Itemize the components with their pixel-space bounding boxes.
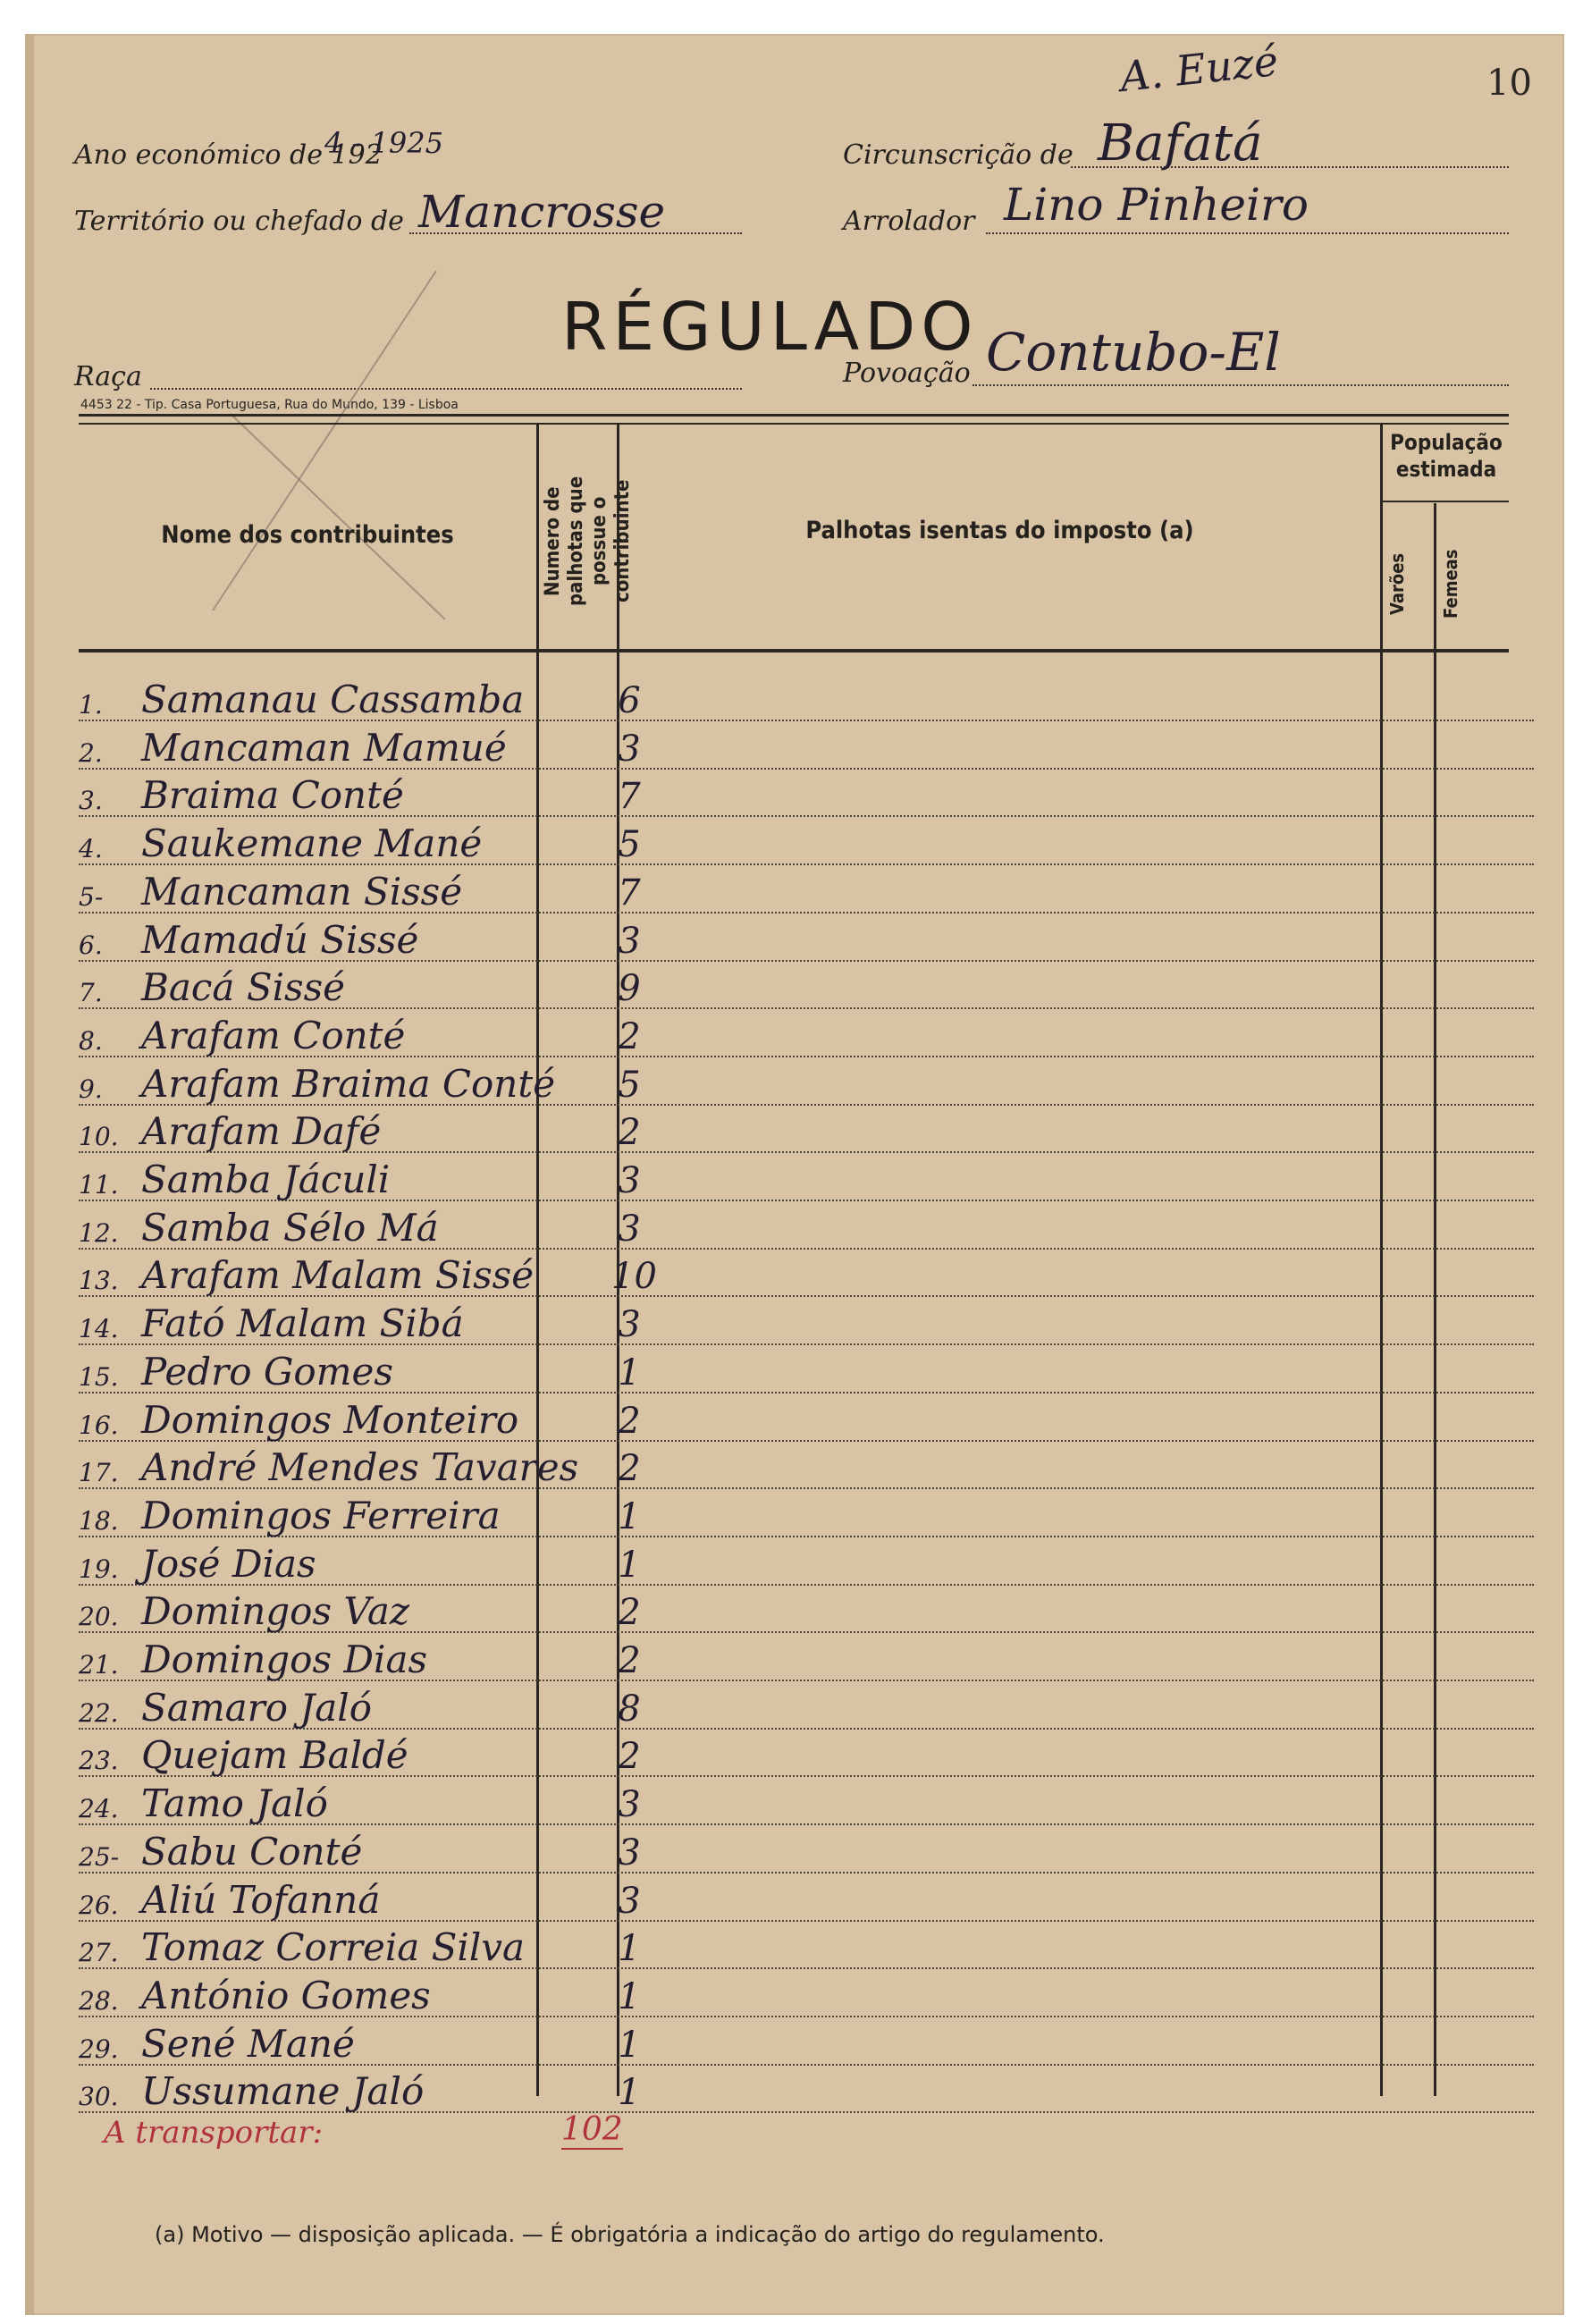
hut-count: 9 [618, 968, 641, 1010]
row-number: 16. [79, 1410, 119, 1440]
table-row [79, 1062, 1534, 1109]
territorio-value: Mancrosse [418, 186, 666, 238]
contributor-name: Domingos Dias [141, 1638, 428, 1681]
row-number: 24. [79, 1794, 119, 1824]
table-row [79, 1445, 1534, 1493]
row-number: 11. [79, 1170, 119, 1200]
hut-count: 5 [618, 824, 641, 866]
row-number: 29. [79, 2034, 119, 2064]
table-row [79, 1301, 1534, 1349]
contributor-name: Braima Conté [141, 773, 404, 818]
hut-count: 2 [618, 1400, 641, 1442]
table-top-rule-2 [79, 423, 1509, 425]
contributor-name: Samba Sélo Má [141, 1205, 439, 1250]
table-row [79, 821, 1534, 869]
hut-count: 3 [618, 920, 641, 962]
row-number: 26. [79, 1890, 119, 1920]
table-row [79, 1878, 1534, 1925]
row-number: 1. [79, 690, 103, 720]
table-row [79, 870, 1534, 917]
row-number: 6. [79, 930, 103, 960]
contributor-name: Arafam Malam Sissé [141, 1253, 535, 1298]
hut-count: 1 [618, 1495, 641, 1537]
row-number: 15. [79, 1361, 119, 1392]
hut-count: 2 [618, 1640, 641, 1681]
contributor-name: Aliú Tofanná [141, 1877, 381, 1922]
page-edge [25, 34, 34, 2315]
hut-count: 2 [618, 1448, 641, 1490]
contributor-name: Bacá Sissé [141, 965, 345, 1010]
arrolador-value: Lino Pinheiro [1004, 179, 1309, 231]
transport-label: A transportar: [104, 2115, 324, 2151]
row-number: 20. [79, 1602, 119, 1632]
row-number: 3. [79, 786, 103, 816]
table-row [79, 1830, 1534, 1877]
header-bottom-rule [79, 649, 1509, 653]
circunscricao-value: Bafatá [1098, 114, 1263, 173]
table-row [79, 1733, 1534, 1781]
table-row [79, 1589, 1534, 1637]
table-top-rule [79, 414, 1509, 417]
hut-count: 3 [618, 1160, 641, 1201]
contributor-name: Mancaman Sissé [141, 869, 463, 914]
row-number: 5- [79, 881, 104, 912]
printer-imprint: 4453 22 - Tip. Casa Portuguesa, Rua do Mundo, 139 - Lisboa [80, 398, 459, 412]
table-row [79, 1109, 1534, 1157]
header-isentas: Palhotas isentas do imposto (a) [805, 517, 1194, 544]
contributor-name: Ussumane Jaló [141, 2069, 425, 2114]
hut-count: 2 [618, 1592, 641, 1634]
hut-count: 2 [618, 1736, 641, 1778]
row-number: 13. [79, 1266, 119, 1296]
table-row [79, 2022, 1534, 2069]
table-row [79, 1398, 1534, 1445]
document-sheet [25, 34, 1564, 2315]
contributor-name: Sabu Conté [141, 1829, 363, 1874]
hut-count: 7 [618, 776, 641, 818]
hut-count: 3 [618, 1208, 641, 1250]
arrolador-line [986, 232, 1509, 234]
page-title: RÉGULADO [561, 289, 979, 366]
header-varoes: Varões [1386, 552, 1408, 615]
hut-count: 1 [618, 1928, 641, 1970]
hut-count: 3 [618, 1304, 641, 1346]
contributor-name: Tamo Jaló [141, 1781, 328, 1826]
circunscricao-label: Circunscrição de [843, 139, 1074, 171]
row-number: 28. [79, 1985, 119, 2016]
contributor-name: Sené Mané [141, 2021, 355, 2066]
signature: A. Euzé [1117, 36, 1281, 102]
contributor-name: Arafam Dafé [141, 1109, 382, 1154]
table-row [79, 1494, 1534, 1541]
contributor-name: Samanau Cassamba [141, 678, 525, 721]
header-nome: Nome dos contribuintes [161, 521, 454, 549]
hut-count: 1 [618, 2024, 641, 2066]
transport-total: 102 [561, 2111, 623, 2148]
hut-count: 1 [618, 1351, 641, 1394]
hut-count: 6 [618, 680, 641, 721]
hut-count: 10 [611, 1256, 657, 1298]
contributor-name: Domingos Monteiro [141, 1397, 519, 1442]
contributor-name: Pedro Gomes [141, 1349, 393, 1394]
table-row [79, 678, 1534, 725]
contributor-name: Fató Malam Sibá [141, 1301, 464, 1346]
contributor-name: Mancaman Mamué [141, 725, 507, 770]
row-number: 18. [79, 1505, 119, 1536]
populacao-underline [1383, 501, 1509, 502]
row-number: 19. [79, 1554, 119, 1584]
table-row [79, 1158, 1534, 1205]
table-row [79, 918, 1534, 965]
row-number: 27. [79, 1938, 119, 1968]
table-row [79, 965, 1534, 1013]
row-number: 10. [79, 1122, 119, 1152]
table-row [79, 2069, 1534, 2117]
hut-count: 1 [618, 1975, 641, 2017]
hut-count: 3 [618, 1831, 641, 1874]
row-number: 2. [79, 737, 103, 768]
table-row [79, 773, 1534, 821]
hut-count: 2 [618, 1112, 641, 1154]
hut-count: 1 [618, 1544, 641, 1586]
table-row [79, 1925, 1534, 1973]
ano-label: Ano económico de 192 [74, 139, 383, 171]
contributor-name: Saukemane Mané [141, 821, 483, 866]
ano-value: 4 - 1925 [324, 126, 443, 160]
header-numero: Numero de palhotas que possue o contribuinte [542, 476, 634, 607]
contributor-name: Tomaz Correia Silva [141, 1925, 526, 1970]
contributor-name: António Gomes [141, 1973, 431, 2017]
povoacao-line [973, 384, 1509, 386]
table-row [79, 1638, 1534, 1685]
row-number: 30. [79, 2082, 119, 2112]
page-number: 10 [1486, 63, 1532, 104]
row-number: 12. [79, 1217, 119, 1248]
povoacao-label: Povoação [843, 358, 971, 389]
row-number: 8. [79, 1025, 103, 1056]
header-populacao: População estimada [1390, 430, 1503, 482]
row-number: 25- [79, 1841, 120, 1872]
table-row [79, 1542, 1534, 1589]
table-row [79, 1014, 1534, 1061]
table-row [79, 1686, 1534, 1733]
row-number: 17. [79, 1458, 119, 1488]
contributor-name: André Mendes Tavares [141, 1445, 579, 1490]
contributor-name: Mamadú Sissé [141, 917, 419, 962]
contributor-name: Arafam Braima Conté [141, 1061, 556, 1106]
hut-count: 8 [618, 1688, 641, 1730]
hut-count: 3 [618, 728, 641, 770]
contributor-name: Domingos Ferreira [141, 1493, 501, 1537]
povoacao-value: Contubo-El [986, 322, 1281, 383]
contributor-name: Quejam Baldé [141, 1733, 408, 1778]
table-row [79, 1253, 1534, 1301]
footnote: (a) Motivo — disposição aplicada. — É obrigatória a indicação do artigo do regulamento. [155, 2222, 1105, 2247]
row-number: 9. [79, 1074, 103, 1104]
hut-count: 3 [618, 1784, 641, 1826]
hut-count: 7 [618, 872, 641, 914]
row-number: 4. [79, 834, 103, 864]
pencil-cross-mark [177, 253, 472, 628]
table-row [79, 1974, 1534, 2021]
hut-count: 1 [618, 2072, 641, 2114]
hut-count: 2 [618, 1015, 641, 1057]
contributor-name: Domingos Vaz [141, 1589, 409, 1634]
contributor-name: Samba Jáculi [141, 1158, 391, 1201]
table-row [79, 726, 1534, 773]
row-number: 23. [79, 1746, 119, 1776]
row-number: 22. [79, 1697, 119, 1728]
row-number: 7. [79, 978, 103, 1008]
row-number: 21. [79, 1650, 119, 1680]
table-row [79, 1206, 1534, 1253]
contributor-name: Arafam Conté [141, 1013, 406, 1057]
territorio-label: Território ou chefado de [74, 206, 404, 237]
hut-count: 5 [618, 1064, 641, 1106]
raca-label: Raça [74, 361, 142, 392]
row-number: 14. [79, 1314, 119, 1344]
table-row [79, 1781, 1534, 1829]
contributor-name: José Dias [141, 1541, 316, 1586]
arrolador-label: Arrolador [843, 206, 975, 237]
hut-count: 3 [618, 1880, 641, 1922]
contributor-name: Samaro Jaló [141, 1685, 372, 1730]
table-row [79, 1350, 1534, 1397]
header-femeas: Femeas [1440, 549, 1461, 619]
